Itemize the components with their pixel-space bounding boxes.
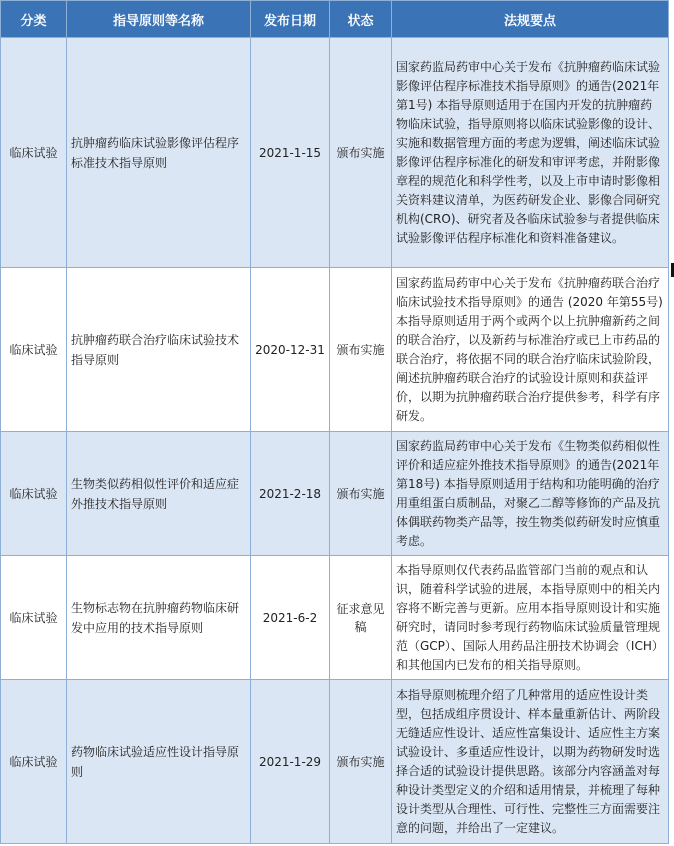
status-cell: 颁布实施 (330, 38, 392, 268)
key-points-cell: 国家药监局药审中心关于发布《生物类似药相似性评价和适应症外推技术指导原则》的通告(2021年第18号) 本指导原则适用于结构和功能明确的治疗用重组蛋白质制品，对聚乙二醇等修饰的产品及抗体偶联药物类产品等，按生物类似药研发时应慎重考虑。 (392, 432, 669, 556)
guideline-name-cell: 抗肿瘤药临床试验影像评估程序标准技术指导原则 (67, 38, 251, 268)
header-category: 分类 (1, 1, 67, 38)
header-release-date: 发布日期 (251, 1, 330, 38)
key-points-cell: 本指导原则梳理介绍了几种常用的适应性设计类型，包括成组序贯设计、样本量重新估计、两阶段无缝适应性设计、适应性富集设计、适应性主方案试验设计、多重适应性设计，以期为药物研发时选择合适的试验设计提供思路。该部分内容涵盖对每种设计类型定义的介绍和适用情景，并梳理了每种设计类型从合理性、可行性、完整性三方面需要注意的问题，并给出了一定建议。 (392, 680, 669, 844)
status-cell: 颁布实施 (330, 268, 392, 432)
release-date-cell: 2021-1-15 (251, 38, 330, 268)
status-cell: 颁布实施 (330, 432, 392, 556)
key-points-cell: 国家药监局药审中心关于发布《抗肿瘤药临床试验影像评估程序标准技术指导原则》的通告(2021年第1号) 本指导原则适用于在国内开发的抗肿瘤药物临床试验，指导原则将以临床试验影像的设计、实施和数据管理方面的考虑为逻辑，阐述临床试验影像评估程序标准化的研发和审评考虑，并附影像章程的规范化和科学性考，以及上市申请时影像相关资料建议清单，为医药研发企业、影像合同研究机构(CRO)、研究者及各临床试验参与者提供临床试验影像评估程序标准化和资料准备建议。 (392, 38, 669, 268)
guideline-name-cell: 药物临床试验适应性设计指导原则 (67, 680, 251, 844)
table-row (1, 680, 669, 844)
status-cell: 颁布实施 (330, 680, 392, 844)
status-cell: 征求意见稿 (330, 556, 392, 680)
key-points-cell: 本指导原则仅代表药品监管部门当前的观点和认识，随着科学试验的进展，本指导原则中的相关内容将不断完善与更新。应用本指导原则设计和实施研究时，请同时参考现行药物临床试验质量管理规范（GCP）、国际人用药品注册技术协调会（ICH）和其他国内已发布的相关指导原则。 (392, 556, 669, 680)
header-guideline-name: 指导原则等名称 (67, 1, 251, 38)
table-row (1, 556, 669, 680)
release-date-cell: 2020-12-31 (251, 268, 330, 432)
release-date-cell: 2021-6-2 (251, 556, 330, 680)
category-cell: 临床试验 (1, 680, 67, 844)
table-row (1, 268, 669, 432)
category-cell: 临床试验 (1, 38, 67, 268)
key-points-cell: 国家药监局药审中心关于发布《抗肿瘤药联合治疗临床试验技术指导原则》的通告 (2020 年第55号) 本指导原则适用于两个或两个以上抗肿瘤新药之间的联合治疗，以及新药与标准治疗或已上市药品的联合治疗，将依据不同的联合治疗临床试验阶段，阐述抗肿瘤药联合治疗的试验设计原则和获益评价，以期为抗肿瘤药联合治疗提供参考，科学有序研发。 (392, 268, 669, 432)
guideline-name-cell: 抗肿瘤药联合治疗临床试验技术指导原则 (67, 268, 251, 432)
guideline-name-cell: 生物标志物在抗肿瘤药物临床研发中应用的技术指导原则 (67, 556, 251, 680)
table-row (1, 38, 669, 268)
category-cell: 临床试验 (1, 432, 67, 556)
release-date-cell: 2021-1-29 (251, 680, 330, 844)
category-cell: 临床试验 (1, 268, 67, 432)
category-cell: 临床试验 (1, 556, 67, 680)
header-row (1, 1, 669, 38)
header-status: 状态 (330, 1, 392, 38)
table-row (1, 432, 669, 556)
guideline-name-cell: 生物类似药相似性评价和适应症外推技术指导原则 (67, 432, 251, 556)
release-date-cell: 2021-2-18 (251, 432, 330, 556)
header-key-points: 法规要点 (392, 1, 669, 38)
